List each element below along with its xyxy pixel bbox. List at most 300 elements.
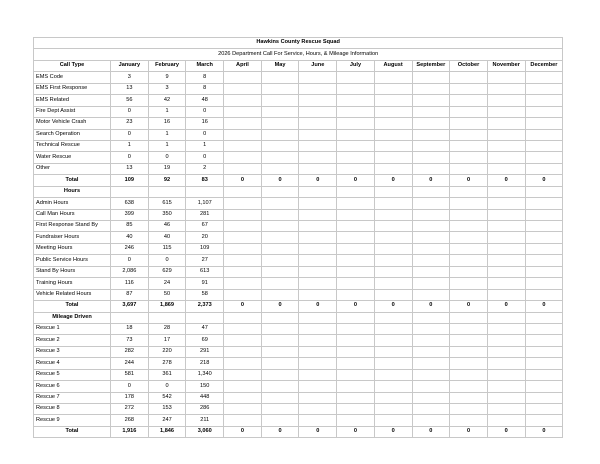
row-value-cell[interactable]: 282 — [111, 346, 149, 357]
row-value-cell[interactable] — [487, 209, 525, 220]
row-value-cell[interactable] — [374, 415, 412, 426]
row-value-cell[interactable] — [412, 198, 450, 209]
row-value-cell[interactable] — [487, 335, 525, 346]
row-value-cell[interactable] — [224, 163, 262, 174]
row-value-cell[interactable] — [450, 266, 488, 277]
row-value-cell[interactable] — [261, 381, 299, 392]
row-value-cell[interactable] — [374, 323, 412, 334]
row-value-cell[interactable]: 69 — [186, 335, 224, 346]
row-value-cell[interactable] — [299, 255, 337, 266]
row-value-cell[interactable] — [412, 83, 450, 94]
row-value-cell[interactable] — [261, 152, 299, 163]
row-value-cell[interactable] — [487, 129, 525, 140]
row-value-cell[interactable] — [412, 335, 450, 346]
row-value-cell[interactable] — [299, 118, 337, 129]
row-value-cell[interactable] — [299, 346, 337, 357]
row-value-cell[interactable] — [487, 118, 525, 129]
row-value-cell[interactable] — [299, 415, 337, 426]
row-value-cell[interactable] — [224, 323, 262, 334]
row-value-cell[interactable] — [374, 198, 412, 209]
row-value-cell[interactable] — [487, 381, 525, 392]
row-value-cell[interactable]: 2,086 — [111, 266, 149, 277]
row-value-cell[interactable] — [299, 369, 337, 380]
row-value-cell[interactable] — [374, 209, 412, 220]
row-value-cell[interactable] — [525, 209, 563, 220]
row-value-cell[interactable] — [525, 118, 563, 129]
row-value-cell[interactable]: 0 — [111, 381, 149, 392]
row-value-cell[interactable] — [224, 278, 262, 289]
row-value-cell[interactable] — [337, 243, 375, 254]
row-value-cell[interactable]: 28 — [148, 323, 186, 334]
row-value-cell[interactable] — [374, 232, 412, 243]
row-value-cell[interactable]: 361 — [148, 369, 186, 380]
row-value-cell[interactable] — [374, 95, 412, 106]
row-value-cell[interactable]: 0 — [111, 152, 149, 163]
row-value-cell[interactable] — [487, 369, 525, 380]
row-value-cell[interactable] — [487, 106, 525, 117]
row-value-cell[interactable]: 581 — [111, 369, 149, 380]
row-value-cell[interactable] — [487, 392, 525, 403]
row-value-cell[interactable]: 0 — [111, 255, 149, 266]
row-value-cell[interactable]: 40 — [148, 232, 186, 243]
row-value-cell[interactable] — [412, 72, 450, 83]
row-value-cell[interactable] — [224, 335, 262, 346]
row-value-cell[interactable]: 46 — [148, 221, 186, 232]
row-value-cell[interactable] — [261, 289, 299, 300]
row-value-cell[interactable] — [261, 163, 299, 174]
row-value-cell[interactable]: 272 — [111, 404, 149, 415]
row-value-cell[interactable] — [374, 369, 412, 380]
row-value-cell[interactable] — [224, 381, 262, 392]
row-value-cell[interactable] — [299, 381, 337, 392]
row-value-cell[interactable] — [525, 72, 563, 83]
row-value-cell[interactable] — [487, 346, 525, 357]
row-value-cell[interactable]: 281 — [186, 209, 224, 220]
row-value-cell[interactable] — [525, 198, 563, 209]
row-value-cell[interactable] — [374, 358, 412, 369]
row-value-cell[interactable] — [374, 83, 412, 94]
row-value-cell[interactable] — [412, 209, 450, 220]
row-value-cell[interactable] — [412, 255, 450, 266]
row-value-cell[interactable] — [299, 83, 337, 94]
row-value-cell[interactable] — [525, 323, 563, 334]
row-value-cell[interactable] — [337, 106, 375, 117]
row-value-cell[interactable]: 115 — [148, 243, 186, 254]
row-value-cell[interactable] — [487, 415, 525, 426]
row-value-cell[interactable] — [450, 95, 488, 106]
row-value-cell[interactable] — [374, 335, 412, 346]
row-value-cell[interactable] — [374, 163, 412, 174]
row-value-cell[interactable]: 1,107 — [186, 198, 224, 209]
row-value-cell[interactable] — [261, 243, 299, 254]
row-value-cell[interactable]: 1 — [186, 140, 224, 151]
row-value-cell[interactable] — [412, 404, 450, 415]
row-value-cell[interactable] — [450, 255, 488, 266]
row-value-cell[interactable] — [374, 404, 412, 415]
row-value-cell[interactable] — [337, 289, 375, 300]
row-value-cell[interactable] — [337, 140, 375, 151]
row-value-cell[interactable]: 42 — [148, 95, 186, 106]
row-value-cell[interactable] — [299, 335, 337, 346]
row-value-cell[interactable] — [412, 129, 450, 140]
row-value-cell[interactable] — [450, 323, 488, 334]
row-value-cell[interactable] — [224, 289, 262, 300]
row-value-cell[interactable] — [412, 323, 450, 334]
row-value-cell[interactable] — [261, 266, 299, 277]
row-value-cell[interactable] — [337, 83, 375, 94]
row-value-cell[interactable] — [261, 221, 299, 232]
row-value-cell[interactable]: 615 — [148, 198, 186, 209]
row-value-cell[interactable] — [525, 95, 563, 106]
row-value-cell[interactable] — [450, 335, 488, 346]
row-value-cell[interactable] — [337, 404, 375, 415]
row-value-cell[interactable] — [525, 392, 563, 403]
row-value-cell[interactable] — [450, 198, 488, 209]
row-value-cell[interactable] — [374, 152, 412, 163]
row-value-cell[interactable] — [412, 152, 450, 163]
row-value-cell[interactable] — [450, 415, 488, 426]
row-value-cell[interactable] — [412, 346, 450, 357]
row-value-cell[interactable] — [450, 404, 488, 415]
row-value-cell[interactable] — [412, 243, 450, 254]
row-value-cell[interactable]: 448 — [186, 392, 224, 403]
row-value-cell[interactable] — [487, 243, 525, 254]
row-value-cell[interactable] — [224, 369, 262, 380]
row-value-cell[interactable]: 399 — [111, 209, 149, 220]
row-value-cell[interactable] — [261, 278, 299, 289]
row-value-cell[interactable] — [261, 323, 299, 334]
row-value-cell[interactable] — [224, 72, 262, 83]
row-value-cell[interactable] — [337, 369, 375, 380]
row-value-cell[interactable]: 2 — [186, 163, 224, 174]
row-value-cell[interactable]: 67 — [186, 221, 224, 232]
row-value-cell[interactable] — [525, 163, 563, 174]
row-value-cell[interactable]: 150 — [186, 381, 224, 392]
row-value-cell[interactable]: 0 — [148, 152, 186, 163]
row-value-cell[interactable]: 17 — [148, 335, 186, 346]
row-value-cell[interactable]: 1 — [111, 140, 149, 151]
row-value-cell[interactable]: 0 — [186, 129, 224, 140]
row-value-cell[interactable] — [374, 266, 412, 277]
row-value-cell[interactable]: 116 — [111, 278, 149, 289]
row-value-cell[interactable] — [374, 381, 412, 392]
row-value-cell[interactable] — [487, 83, 525, 94]
row-value-cell[interactable] — [487, 289, 525, 300]
row-value-cell[interactable] — [412, 278, 450, 289]
row-value-cell[interactable] — [412, 381, 450, 392]
row-value-cell[interactable] — [525, 358, 563, 369]
row-value-cell[interactable]: 0 — [148, 381, 186, 392]
row-value-cell[interactable] — [525, 140, 563, 151]
row-value-cell[interactable] — [525, 266, 563, 277]
row-value-cell[interactable]: 178 — [111, 392, 149, 403]
row-value-cell[interactable] — [299, 163, 337, 174]
row-value-cell[interactable] — [450, 243, 488, 254]
row-value-cell[interactable] — [337, 221, 375, 232]
row-value-cell[interactable]: 244 — [111, 358, 149, 369]
row-value-cell[interactable]: 47 — [186, 323, 224, 334]
row-value-cell[interactable] — [224, 129, 262, 140]
row-value-cell[interactable] — [487, 278, 525, 289]
row-value-cell[interactable]: 91 — [186, 278, 224, 289]
row-value-cell[interactable] — [299, 152, 337, 163]
row-value-cell[interactable]: 211 — [186, 415, 224, 426]
row-value-cell[interactable]: 16 — [148, 118, 186, 129]
row-value-cell[interactable] — [525, 243, 563, 254]
row-value-cell[interactable] — [525, 255, 563, 266]
row-value-cell[interactable] — [450, 232, 488, 243]
row-value-cell[interactable] — [525, 83, 563, 94]
row-value-cell[interactable]: 0 — [186, 106, 224, 117]
row-value-cell[interactable] — [337, 232, 375, 243]
row-value-cell[interactable] — [224, 152, 262, 163]
row-value-cell[interactable] — [261, 129, 299, 140]
row-value-cell[interactable] — [261, 83, 299, 94]
row-value-cell[interactable] — [299, 358, 337, 369]
row-value-cell[interactable] — [299, 404, 337, 415]
row-value-cell[interactable] — [450, 381, 488, 392]
row-value-cell[interactable] — [224, 140, 262, 151]
row-value-cell[interactable]: 1 — [148, 140, 186, 151]
row-value-cell[interactable]: 19 — [148, 163, 186, 174]
row-value-cell[interactable] — [299, 232, 337, 243]
row-value-cell[interactable]: 350 — [148, 209, 186, 220]
row-value-cell[interactable] — [412, 118, 450, 129]
row-value-cell[interactable] — [337, 118, 375, 129]
row-value-cell[interactable] — [450, 221, 488, 232]
row-value-cell[interactable]: 58 — [186, 289, 224, 300]
row-value-cell[interactable] — [525, 232, 563, 243]
row-value-cell[interactable] — [261, 118, 299, 129]
row-value-cell[interactable] — [412, 392, 450, 403]
row-value-cell[interactable]: 0 — [186, 152, 224, 163]
row-value-cell[interactable] — [224, 266, 262, 277]
row-value-cell[interactable]: 246 — [111, 243, 149, 254]
row-value-cell[interactable] — [337, 198, 375, 209]
row-value-cell[interactable]: 542 — [148, 392, 186, 403]
row-value-cell[interactable] — [337, 358, 375, 369]
row-value-cell[interactable] — [261, 106, 299, 117]
row-value-cell[interactable]: 18 — [111, 323, 149, 334]
row-value-cell[interactable] — [337, 346, 375, 357]
row-value-cell[interactable] — [224, 106, 262, 117]
row-value-cell[interactable] — [412, 140, 450, 151]
row-value-cell[interactable] — [412, 369, 450, 380]
row-value-cell[interactable] — [299, 95, 337, 106]
row-value-cell[interactable] — [525, 335, 563, 346]
row-value-cell[interactable]: 1 — [148, 129, 186, 140]
row-value-cell[interactable] — [337, 278, 375, 289]
row-value-cell[interactable]: 247 — [148, 415, 186, 426]
row-value-cell[interactable] — [450, 129, 488, 140]
row-value-cell[interactable] — [450, 83, 488, 94]
row-value-cell[interactable] — [299, 243, 337, 254]
row-value-cell[interactable] — [299, 392, 337, 403]
row-value-cell[interactable] — [374, 255, 412, 266]
row-value-cell[interactable]: 23 — [111, 118, 149, 129]
row-value-cell[interactable] — [261, 346, 299, 357]
row-value-cell[interactable] — [299, 266, 337, 277]
row-value-cell[interactable] — [261, 95, 299, 106]
row-value-cell[interactable] — [412, 95, 450, 106]
row-value-cell[interactable] — [224, 209, 262, 220]
row-value-cell[interactable] — [299, 323, 337, 334]
row-value-cell[interactable]: 268 — [111, 415, 149, 426]
row-value-cell[interactable] — [450, 118, 488, 129]
row-value-cell[interactable] — [412, 163, 450, 174]
row-value-cell[interactable] — [525, 404, 563, 415]
row-value-cell[interactable] — [450, 209, 488, 220]
row-value-cell[interactable] — [487, 95, 525, 106]
row-value-cell[interactable] — [487, 266, 525, 277]
row-value-cell[interactable] — [450, 358, 488, 369]
row-value-cell[interactable]: 50 — [148, 289, 186, 300]
row-value-cell[interactable]: 220 — [148, 346, 186, 357]
row-value-cell[interactable] — [374, 278, 412, 289]
row-value-cell[interactable]: 9 — [148, 72, 186, 83]
row-value-cell[interactable] — [450, 346, 488, 357]
row-value-cell[interactable] — [412, 358, 450, 369]
row-value-cell[interactable] — [337, 152, 375, 163]
row-value-cell[interactable]: 0 — [148, 255, 186, 266]
row-value-cell[interactable] — [412, 221, 450, 232]
row-value-cell[interactable] — [261, 358, 299, 369]
row-value-cell[interactable] — [337, 129, 375, 140]
row-value-cell[interactable]: 73 — [111, 335, 149, 346]
row-value-cell[interactable]: 56 — [111, 95, 149, 106]
row-value-cell[interactable]: 613 — [186, 266, 224, 277]
row-value-cell[interactable] — [525, 415, 563, 426]
row-value-cell[interactable] — [374, 289, 412, 300]
row-value-cell[interactable] — [261, 369, 299, 380]
row-value-cell[interactable] — [337, 323, 375, 334]
row-value-cell[interactable] — [374, 221, 412, 232]
row-value-cell[interactable] — [450, 152, 488, 163]
row-value-cell[interactable]: 48 — [186, 95, 224, 106]
row-value-cell[interactable] — [487, 198, 525, 209]
row-value-cell[interactable] — [224, 221, 262, 232]
row-value-cell[interactable] — [299, 129, 337, 140]
row-value-cell[interactable] — [337, 381, 375, 392]
row-value-cell[interactable]: 8 — [186, 72, 224, 83]
row-value-cell[interactable] — [374, 129, 412, 140]
row-value-cell[interactable] — [487, 323, 525, 334]
row-value-cell[interactable] — [487, 163, 525, 174]
row-value-cell[interactable] — [487, 140, 525, 151]
row-value-cell[interactable]: 1,340 — [186, 369, 224, 380]
row-value-cell[interactable] — [337, 266, 375, 277]
row-value-cell[interactable] — [224, 415, 262, 426]
row-value-cell[interactable] — [261, 255, 299, 266]
row-value-cell[interactable] — [487, 221, 525, 232]
row-value-cell[interactable] — [261, 232, 299, 243]
row-value-cell[interactable] — [374, 140, 412, 151]
row-value-cell[interactable]: 286 — [186, 404, 224, 415]
row-value-cell[interactable]: 638 — [111, 198, 149, 209]
row-value-cell[interactable] — [299, 106, 337, 117]
row-value-cell[interactable] — [261, 335, 299, 346]
row-value-cell[interactable] — [261, 415, 299, 426]
row-value-cell[interactable] — [525, 369, 563, 380]
row-value-cell[interactable] — [450, 140, 488, 151]
row-value-cell[interactable] — [450, 106, 488, 117]
row-value-cell[interactable]: 0 — [111, 129, 149, 140]
row-value-cell[interactable] — [224, 255, 262, 266]
row-value-cell[interactable] — [412, 232, 450, 243]
row-value-cell[interactable] — [337, 335, 375, 346]
row-value-cell[interactable] — [299, 289, 337, 300]
row-value-cell[interactable] — [261, 392, 299, 403]
row-value-cell[interactable] — [374, 72, 412, 83]
row-value-cell[interactable] — [224, 232, 262, 243]
row-value-cell[interactable]: 0 — [111, 106, 149, 117]
row-value-cell[interactable] — [299, 221, 337, 232]
row-value-cell[interactable] — [337, 209, 375, 220]
row-value-cell[interactable] — [261, 209, 299, 220]
row-value-cell[interactable] — [337, 255, 375, 266]
row-value-cell[interactable] — [224, 198, 262, 209]
row-value-cell[interactable]: 13 — [111, 83, 149, 94]
row-value-cell[interactable]: 278 — [148, 358, 186, 369]
row-value-cell[interactable]: 218 — [186, 358, 224, 369]
row-value-cell[interactable] — [487, 404, 525, 415]
row-value-cell[interactable] — [487, 255, 525, 266]
row-value-cell[interactable] — [374, 106, 412, 117]
row-value-cell[interactable] — [374, 392, 412, 403]
row-value-cell[interactable] — [525, 152, 563, 163]
row-value-cell[interactable] — [299, 198, 337, 209]
row-value-cell[interactable] — [224, 392, 262, 403]
row-value-cell[interactable] — [374, 118, 412, 129]
row-value-cell[interactable]: 1 — [148, 106, 186, 117]
row-value-cell[interactable] — [374, 243, 412, 254]
row-value-cell[interactable] — [450, 392, 488, 403]
row-value-cell[interactable] — [412, 106, 450, 117]
row-value-cell[interactable]: 24 — [148, 278, 186, 289]
row-value-cell[interactable] — [224, 95, 262, 106]
row-value-cell[interactable] — [299, 72, 337, 83]
row-value-cell[interactable] — [299, 278, 337, 289]
row-value-cell[interactable] — [487, 358, 525, 369]
row-value-cell[interactable]: 27 — [186, 255, 224, 266]
row-value-cell[interactable] — [261, 72, 299, 83]
row-value-cell[interactable]: 3 — [111, 72, 149, 83]
row-value-cell[interactable]: 16 — [186, 118, 224, 129]
row-value-cell[interactable] — [261, 404, 299, 415]
row-value-cell[interactable] — [450, 278, 488, 289]
row-value-cell[interactable]: 3 — [148, 83, 186, 94]
row-value-cell[interactable] — [525, 129, 563, 140]
row-value-cell[interactable] — [525, 346, 563, 357]
row-value-cell[interactable] — [224, 83, 262, 94]
row-value-cell[interactable]: 153 — [148, 404, 186, 415]
row-value-cell[interactable] — [525, 381, 563, 392]
row-value-cell[interactable] — [337, 72, 375, 83]
row-value-cell[interactable]: 629 — [148, 266, 186, 277]
row-value-cell[interactable] — [337, 95, 375, 106]
row-value-cell[interactable] — [224, 404, 262, 415]
row-value-cell[interactable]: 13 — [111, 163, 149, 174]
row-value-cell[interactable] — [412, 289, 450, 300]
row-value-cell[interactable] — [224, 358, 262, 369]
row-value-cell[interactable] — [337, 163, 375, 174]
row-value-cell[interactable] — [450, 369, 488, 380]
row-value-cell[interactable] — [224, 346, 262, 357]
row-value-cell[interactable] — [337, 415, 375, 426]
row-value-cell[interactable] — [261, 198, 299, 209]
row-value-cell[interactable] — [450, 289, 488, 300]
row-value-cell[interactable]: 8 — [186, 83, 224, 94]
